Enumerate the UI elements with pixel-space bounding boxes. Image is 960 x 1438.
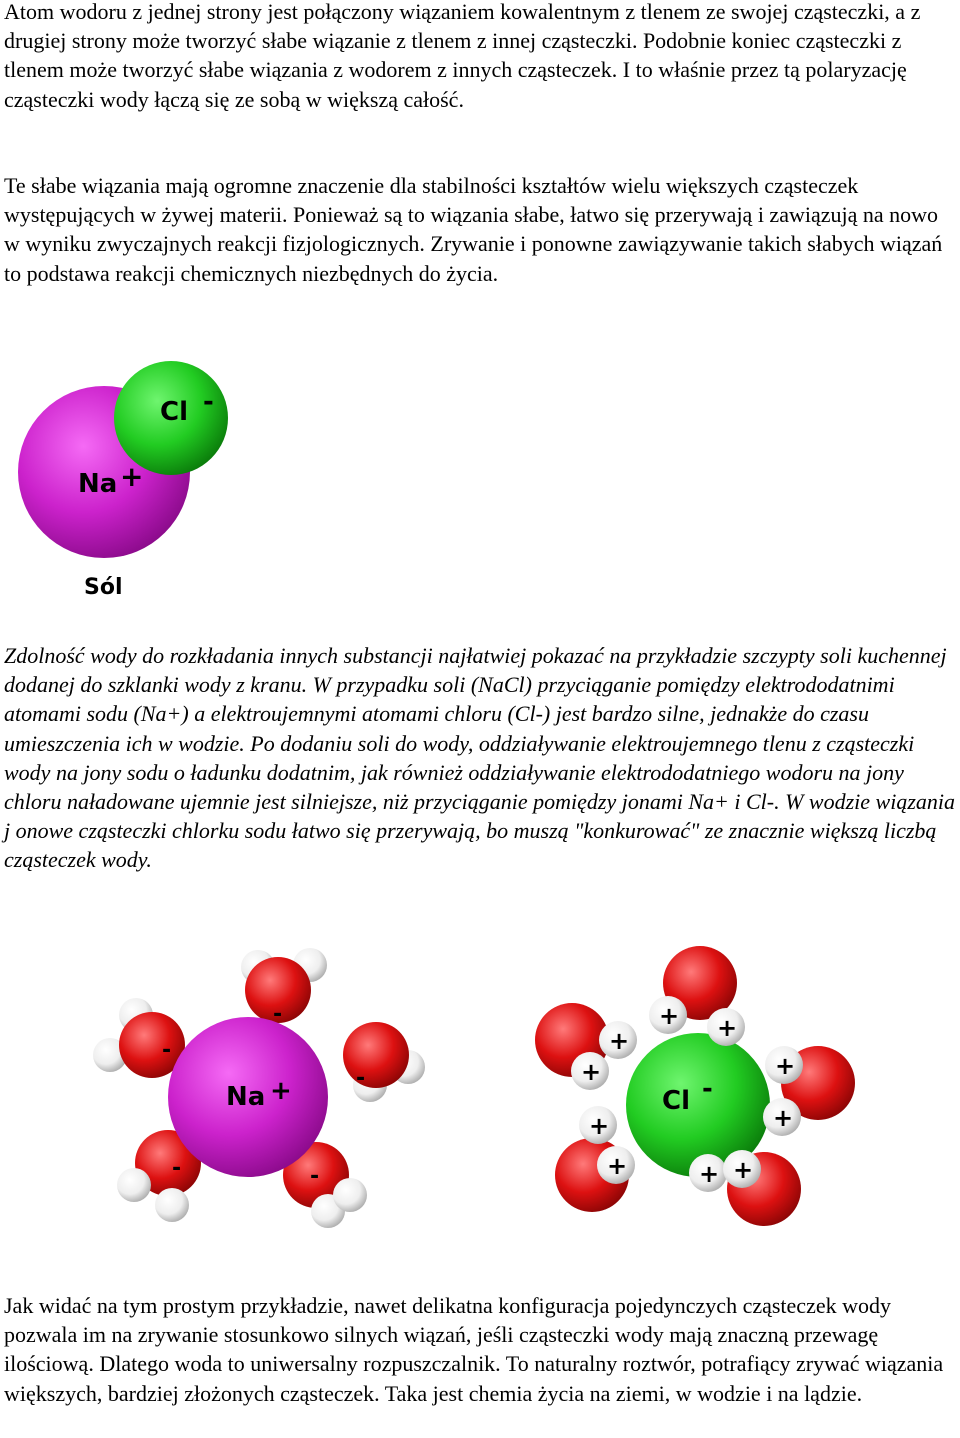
hydrogen-atom (333, 1178, 367, 1212)
hydrogen-charge: + (733, 1156, 754, 1184)
chloride-label: Cl (662, 1086, 690, 1116)
sodium-hydration-figure (80, 935, 460, 1255)
oxygen-charge: - (172, 1156, 182, 1181)
hydrogen-charge: + (775, 1052, 796, 1080)
paragraph-hydrogen-bonds: Atom wodoru z jednej strony jest połączony wiązaniem kowalentnym z tlenem ze swojej cząsteczki, a z drugiej strony może tworzyć słabe wiązanie z tlenem z innej cząsteczki. Podobnie koniec cząsteczki z tlenem może tworzyć słabe wiązania z wodorem z innych cząsteczek. I to właśnie przez tą polaryzację cząsteczki wody łączą się ze sobą w większą całość. (4, 0, 921, 112)
hydrogen-atom (117, 1168, 151, 1202)
hydrogen-charge: + (609, 1027, 630, 1055)
chloride-label: Cl (160, 397, 188, 427)
paragraph-universal-solvent: Jak widać na tym prostym przykładzie, nawet delikatna konfiguracja pojedynczych cząsteczek wody pozwala im na zrywanie stosunkowo silnych wiązań, jeśli cząsteczki wody mają znaczną przewagę ilościową. Dlatego woda to uniwersalny rozpuszczalnik. To naturalny roztwór, potrafiący zrywać wiązania większych, bardziej złożonych cząsteczek. Taka jest chemia życia na ziemi, w wodzie i na lądzie. (4, 1293, 944, 1406)
salt-caption: Sól (84, 575, 123, 600)
sodium-label: Na (78, 469, 118, 499)
oxygen-atom (343, 1022, 409, 1088)
paragraph-salt-dissolving: Zdolność wody do rozkładania innych substancji najłatwiej pokazać na przykładzie szczypty soli kuchennej dodanej do szklanki wody z kranu. W przypadku soli (NaCl) przyciąganie pomiędzy elektrododatnimi atomami sodu (Na+) a elektroujemnymi atomami chloru (Cl-) jest bardzo silne, jednakże do czasu umieszczenia ich w wodzie. Po dodaniu soli do wody, oddziaływanie elektroujemnego tlenu z cząsteczki wody na jony sodu o ładunku dodatnim, jak również oddziaływanie elektrododatniego wodoru na jony chloru naładowane ujemnie jest silniejsze, niż przyciąganie pomiędzy jonami Na+ i Cl-. W wodzie wiązania j onowe cząsteczki chlorku sodu łatwo się przerywają, bo muszą "konkurować" ze znacznie większą liczbą cząsteczek wody. (4, 643, 956, 873)
hydrogen-charge: + (607, 1152, 628, 1180)
chloride-hydration-figure (520, 935, 880, 1235)
hydrogen-charge: + (773, 1104, 794, 1132)
chloride-charge: - (702, 1074, 713, 1104)
chloride-charge: - (203, 387, 214, 417)
hydrogen-charge: + (717, 1014, 738, 1042)
sodium-charge: + (270, 1076, 292, 1106)
sodium-label: Na (226, 1082, 266, 1112)
hydrogen-charge: + (699, 1160, 720, 1188)
oxygen-charge: - (356, 1066, 366, 1091)
hydrogen-atom (155, 1188, 189, 1222)
oxygen-charge: - (273, 1002, 283, 1027)
paragraph-weak-bonds: Te słabe wiązania mają ogromne znaczenie dla stabilności kształtów wielu większych cząsteczek występujących w żywej materii. Ponieważ są to wiązania słabe, łatwo się przerywają i zawiązują na nowo w wyniku zwyczajnych reakcji fizjologicznych. Zrywanie i ponowne zawiązywanie takich słabych wiązań to podstawa reakcji chemicznych niezbędnych do życia. (4, 173, 943, 286)
sodium-charge: + (120, 460, 144, 493)
salt-figure (0, 350, 260, 610)
hydrogen-charge: + (659, 1002, 680, 1030)
oxygen-charge: - (162, 1038, 172, 1063)
hydrogen-charge: + (589, 1112, 610, 1140)
oxygen-charge: - (310, 1164, 320, 1189)
hydrogen-charge: + (581, 1058, 602, 1086)
